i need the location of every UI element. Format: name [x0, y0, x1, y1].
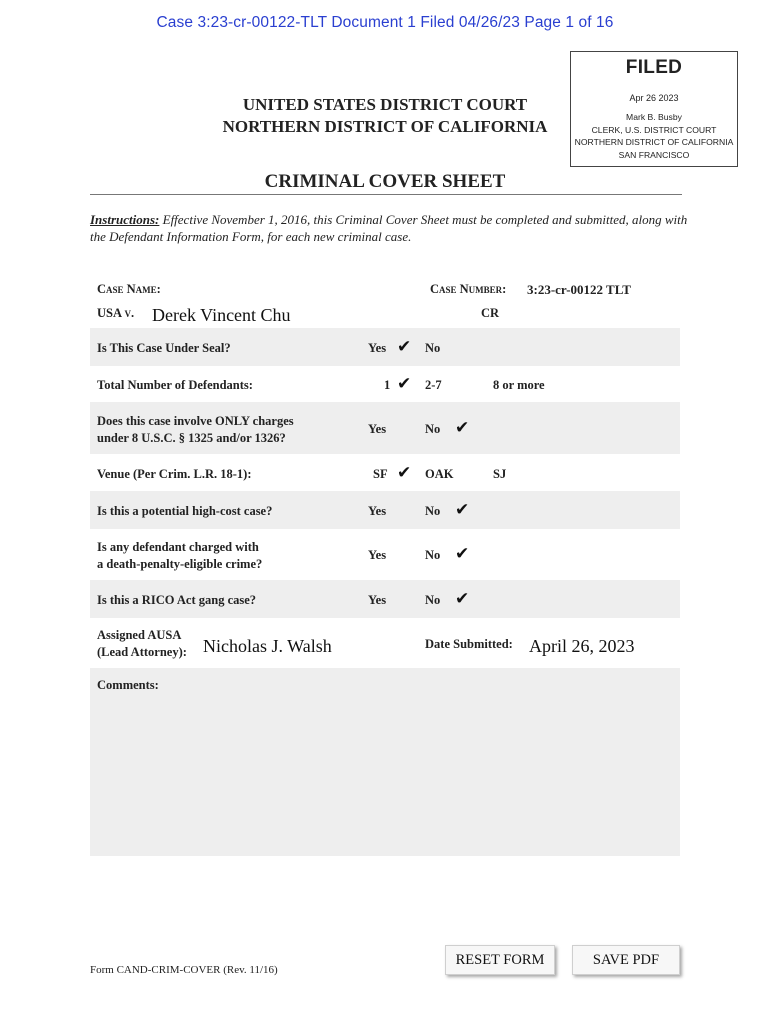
- instructions-lead: Instructions:: [90, 212, 160, 227]
- rico-no-checkmark-icon[interactable]: ✔: [455, 589, 470, 608]
- death-penalty-label-line2: a death-penalty-eligible crime?: [97, 557, 263, 571]
- filed-clerk-title: CLERK, U.S. DISTRICT COURT: [591, 124, 717, 135]
- form-id-footer: Form CAND-CRIM-COVER (Rev. 11/16): [90, 964, 278, 976]
- reset-form-button[interactable]: RESET FORM: [445, 945, 555, 975]
- save-pdf-button[interactable]: SAVE PDF: [572, 945, 680, 975]
- court-name-line1: UNITED STATES DISTRICT COURT: [242, 95, 528, 114]
- high-cost-no-option[interactable]: No: [425, 504, 441, 518]
- case-number-field[interactable]: 3:23-cr-00122 TLT: [527, 282, 631, 297]
- rico-no-option[interactable]: No: [425, 593, 441, 607]
- venue-sj-option[interactable]: SJ: [493, 467, 507, 481]
- death-penalty-no-option[interactable]: No: [425, 548, 441, 562]
- comments-field[interactable]: [90, 668, 680, 856]
- instructions: [90, 211, 690, 245]
- date-submitted-field[interactable]: April 26, 2023: [529, 636, 635, 656]
- rico-yes-option[interactable]: Yes: [368, 593, 387, 607]
- page-title: CRIMINAL COVER SHEET: [264, 171, 506, 192]
- defendants-8-plus-option[interactable]: 8 or more: [493, 378, 545, 392]
- filed-district: NORTHERN DISTRICT OF CALIFORNIA: [574, 137, 734, 147]
- case-number-label: Case Number:: [430, 282, 507, 296]
- venue-sf-checkmark-icon[interactable]: ✔: [397, 463, 412, 482]
- defendants-1-option[interactable]: 1: [384, 378, 391, 392]
- death-penalty-yes-option[interactable]: Yes: [368, 548, 387, 562]
- under-seal-label: Is This Case Under Seal?: [97, 341, 231, 355]
- court-name-line2: NORTHERN DISTRICT OF CALIFORNIA: [222, 117, 548, 136]
- venue-sf-option[interactable]: SF: [373, 467, 388, 481]
- only-charges-yes-option[interactable]: Yes: [368, 422, 387, 436]
- high-cost-no-checkmark-icon[interactable]: ✔: [455, 500, 470, 519]
- under-seal-no-option[interactable]: No: [425, 341, 441, 355]
- filed-date: Apr 26 2023: [629, 93, 679, 103]
- filed-stamp-box: [570, 51, 738, 167]
- title-divider: [90, 194, 682, 195]
- assigned-ausa-label-line1: Assigned AUSA: [97, 628, 182, 642]
- venue-label: Venue (Per Crim. L.R. 18-1):: [97, 467, 252, 481]
- death-penalty-no-checkmark-icon[interactable]: ✔: [455, 544, 470, 563]
- rico-label: Is this a RICO Act gang case?: [97, 593, 257, 607]
- defendants-1-checkmark-icon[interactable]: ✔: [397, 374, 412, 393]
- date-submitted-label: Date Submitted:: [425, 637, 513, 651]
- only-charges-label-line2: under 8 U.S.C. § 1325 and/or 1326?: [97, 431, 286, 445]
- only-charges-label-line1: Does this case involve ONLY charges: [97, 414, 294, 428]
- total-defendants-label: Total Number of Defendants:: [97, 378, 253, 392]
- assigned-ausa-field[interactable]: Nicholas J. Walsh: [203, 636, 332, 656]
- case-header-stamp: Case 3:23-cr-00122-TLT Document 1 Filed 04/26/23 Page 1 of 16: [156, 14, 614, 31]
- case-name-label: Case Name:: [97, 282, 161, 296]
- high-cost-yes-option[interactable]: Yes: [368, 504, 387, 518]
- venue-oak-option[interactable]: OAK: [425, 467, 454, 481]
- usa-v-label: USA v.: [97, 306, 135, 320]
- filed-title: FILED: [625, 57, 683, 78]
- cr-label: CR: [481, 306, 500, 320]
- under-seal-yes-option[interactable]: Yes: [368, 341, 387, 355]
- filed-city: SAN FRANCISCO: [618, 149, 690, 160]
- under-seal-yes-checkmark-icon[interactable]: ✔: [397, 337, 412, 356]
- comments-label: Comments:: [97, 678, 159, 692]
- defendants-2-7-option[interactable]: 2-7: [425, 378, 442, 392]
- only-charges-no-checkmark-icon[interactable]: ✔: [455, 418, 470, 437]
- instructions-text: Effective November 1, 2016, this Criminal Cover Sheet must be completed and submitted, along with the Defendant Information Form, for each new criminal case.: [90, 212, 688, 244]
- high-cost-label: Is this a potential high-cost case?: [97, 504, 273, 518]
- only-charges-no-option[interactable]: No: [425, 422, 441, 436]
- assigned-ausa-label-line2: (Lead Attorney):: [97, 645, 187, 659]
- defendant-name-field[interactable]: Derek Vincent Chu: [152, 305, 291, 325]
- filed-clerk-name: Mark B. Busby: [626, 112, 682, 122]
- death-penalty-label-line1: Is any defendant charged with: [97, 540, 259, 554]
